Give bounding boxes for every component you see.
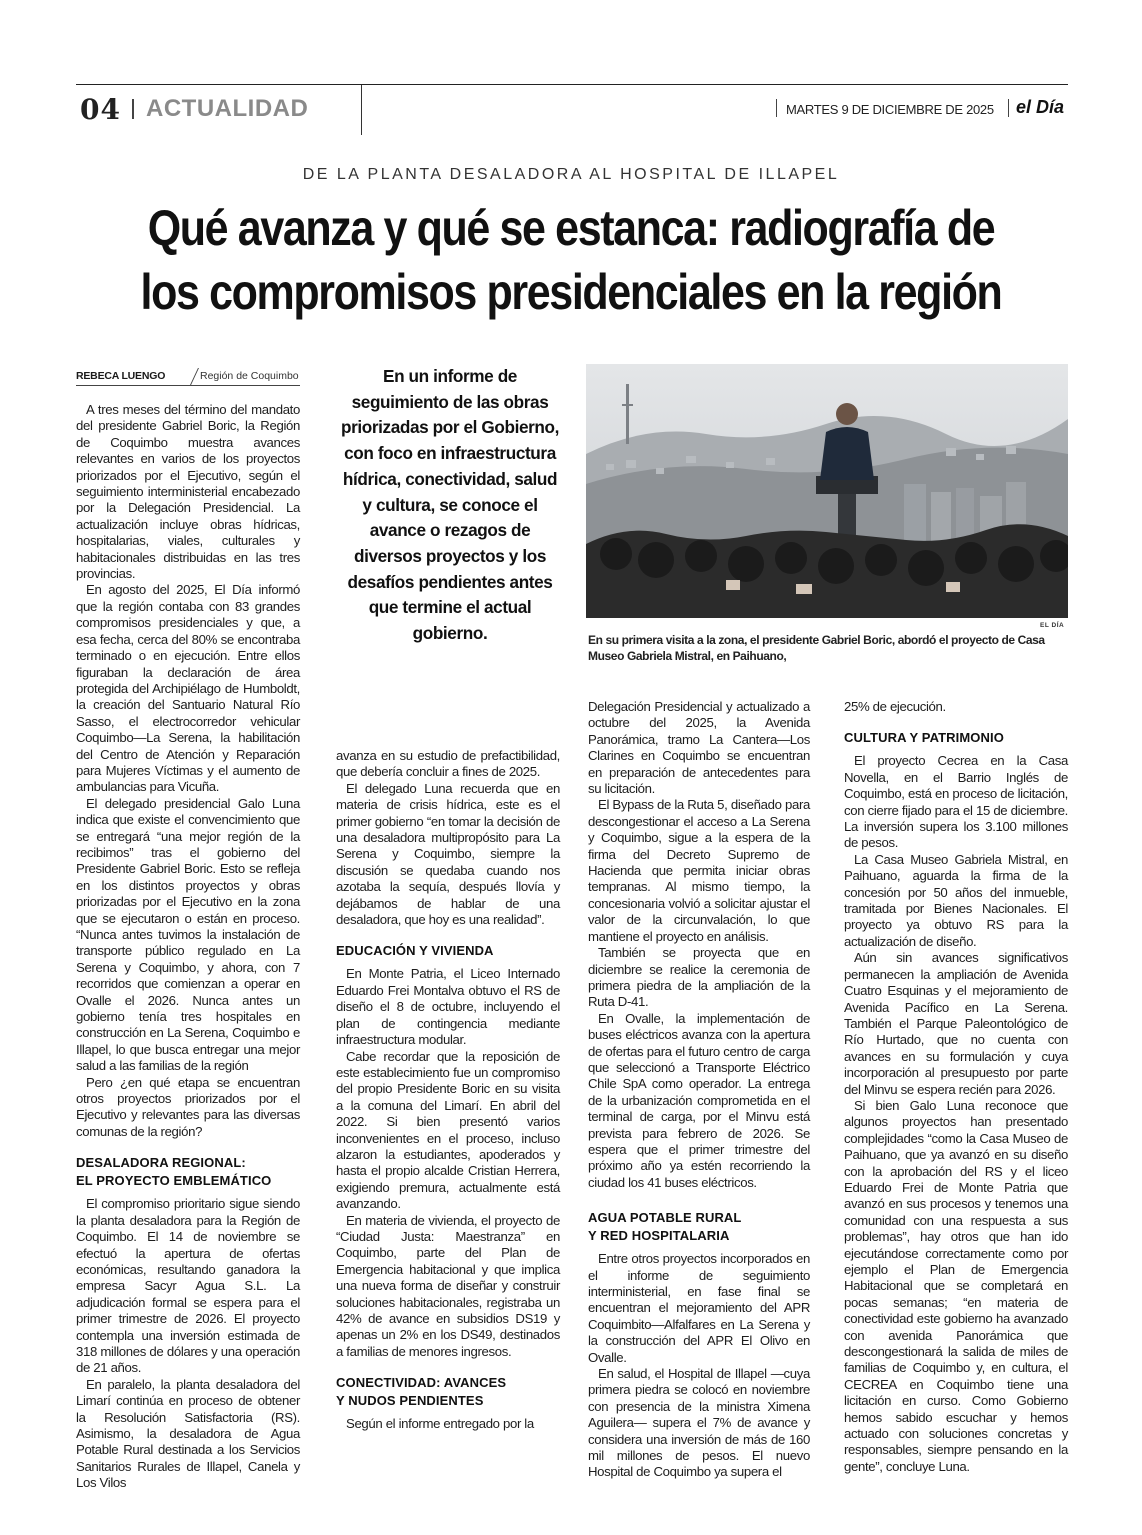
- paragraph: El delegado presidencial Galo Luna indica que existe el convencimiento que se entregará “una mejor región de la recibimos” tras el gobierno del Presidente Gabriel Boric. Esto se refleja en los distintos proyectos y obras priorizadas por el Ejecutivo en la zona que se ejecutaron o están en proceso. “Nunca antes tuvimos la instalación de transporte público regulado en La Serena y Coquimbo, y ahora, con 7 recorridos que comienzan a operar en Ovalle el 2026. Nunca antes un gobierno tenía tres hospitales en construcción en La Serena, Coquimbo e Illapel, lo que busca entregar una mejor salud a las familias de la región: [76, 795, 300, 1074]
- byline-slash: [190, 368, 199, 385]
- article-photo: [586, 364, 1068, 618]
- paragraph: Entre otros proyectos incorporados en el informe de seguimiento interministerial, en fase final se encuentran el mejoramiento del APR Coquimbito—Alfalfares en La Serena y la construcción del APR El Olivo en Ovalle.: [588, 1251, 810, 1365]
- article-kicker: DE LA PLANTA DESALADORA AL HOSPITAL DE ILLAPEL: [302, 166, 840, 183]
- paragraph: En Ovalle, la implementación de buses eléctricos avanza con la apertura de ofertas para el futuro centro de carga que seleccionó a Transporte Eléctrico Chile SpA como operador. La entrega de la urbanización comprometida en el terminal de carga, por el Minvu está prevista para febrero de 2026. Se espera que el primer trimestre del próximo año ya estén recorriendo la ciudad los 41 buses eléctricos.: [588, 1010, 810, 1190]
- section-name: ACTUALIDAD: [146, 95, 309, 122]
- subheading-line-1: DESALADORA REGIONAL:: [76, 1155, 246, 1171]
- column-2: [336, 748, 560, 1433]
- column-4: [844, 699, 1068, 1475]
- paragraph: En paralelo, la planta desaladora del Limarí continúa en proceso de obtener la Resolución Satisfactoria (RS). Asimismo, la desaladora de Agua Potable Rural destinada a los Servicios Sanitarios Rurales de Illapel, Canela y Los Vilos: [76, 1376, 300, 1491]
- paragraph: avanza en su estudio de prefactibilidad, que debería concluir a fines de 2025.: [336, 748, 560, 780]
- subheading: [588, 1209, 810, 1245]
- paragraph: La Casa Museo Gabriela Mistral, en Paihuano, aguarda la firma de la concesión por 50 años del inmueble, tramitada por Bienes Nacionales. El proyecto ya obtuvo RS para la actualización de diseño.: [844, 851, 1068, 949]
- date-separator: [776, 99, 777, 117]
- paragraph: Pero ¿en qué etapa se encuentran otros proyectos priorizados por el Ejecutivo y relevantes para las diversas comunas de la región?: [76, 1074, 300, 1139]
- pull-quote: En un informe de seguimiento de las obras priorizadas por el Gobierno, con foco en infraestructura hídrica, conectividad, salud y cultura, se conoce el avance o rezagos de diversos proyectos y los desafíos pendientes antes que termine el actual gobierno.: [340, 366, 559, 644]
- subheading: EDUCACIÓN Y VIVIENDA: [336, 943, 494, 959]
- header-separator: [132, 99, 134, 119]
- subheading-line-2: Y RED HOSPITALARIA: [588, 1228, 730, 1244]
- subheading-line-1: CONECTIVIDAD: AVANCES: [336, 1375, 507, 1391]
- paragraph: Según el informe entregado por la: [346, 1416, 534, 1432]
- paragraph: También se proyecta que en diciembre se realice la ceremonia de primera piedra de la ampliación de la Ruta D-41.: [588, 945, 810, 1010]
- paragraph: El proyecto Cecrea en la Casa Novella, en el Barrio Inglés de Coquimbo, está en proceso de licitación, con cierre fijado para el 15 de diciembre. La inversión supera los 3.100 millones de pesos.: [844, 753, 1068, 851]
- column-1: [76, 402, 300, 1492]
- logo-separator: [1008, 99, 1009, 117]
- paragraph: Si bien Galo Luna reconoce que algunos proyectos han presentado complejidades “como la Casa Museo de Paihuano, que ya avanzó en su diseño con la aprobación del RS y el liceo Eduardo Frei de Monte Patria que avanzó en sus procesos y tenemos una comunidad con una respuesta a sus problemas”, hay otros que han ido ejecutándose correctamente como por ejemplo el Plan de Emergencia Habitacional que se completará en pocas semanas; “en materia de conectividad este gobierno ha avanzado con avenida Panorámica que descongestionará la salida de miles de familias de Coquimbo y, en cultura, el CECREA en Coquimbo tiene una licitación en curso. Como Gobierno hemos sabido escuchar y hemos actuado con soluciones concretas y responsables, siempre pensando en la gente”, concluye Luna.: [844, 1097, 1068, 1474]
- paragraph: El compromiso prioritario sigue siendo la planta desaladora para la Región de Coquimbo. El 14 de noviembre se efectuó la apertura de ofertas económicas, resultando ganadora la empresa Sacyr Agua S.L. La adjudicación formal se espera para el primer trimestre de 2026. El proyecto contempla una inversión estimada de 318 millones de dólares y una operación de 21 años.: [76, 1196, 300, 1376]
- paragraph: Cabe recordar que la reposición de este establecimiento fue un compromiso del propio Presidente Boric en su visita a la comuna del Limarí. En abril del 2022. Si bien presentó varios inconvenientes en el proceso, incluso alzaron la estudiantes, apoderados y hasta el propio alcalde Cristian Herrera, exigiendo premura, actualmente está avanzando.: [336, 1048, 560, 1212]
- photo-credit: EL DÍA: [1040, 622, 1065, 629]
- issue-date: MARTES 9 DE DICIEMBRE DE 2025: [786, 102, 994, 117]
- paragraph: El Bypass de la Ruta 5, diseñado para descongestionar el acceso a La Serena y Coquimbo, sigue a la espera de la firma del Decreto Supremo de Hacienda que permita iniciar obras tempranas. Al mismo tiempo, la concesionaria volvió a solicitar ajustar el valor de la circunvalación, lo que mantiene el proyecto en análisis.: [588, 797, 810, 944]
- subheading: [76, 1154, 300, 1190]
- subheading: CULTURA Y PATRIMONIO: [844, 730, 1004, 746]
- headline-line-2: los compromisos presidenciales en la región: [140, 264, 1002, 320]
- byline: [76, 368, 300, 386]
- author-location: Región de Coquimbo: [200, 370, 299, 382]
- photo-caption: En su primera visita a la zona, el presidente Gabriel Boric, abordó el proyecto de Casa Museo Gabriela Mistral, en Paihuano,: [588, 633, 1045, 663]
- paragraph: En agosto del 2025, El Día informó que la región contaba con 83 grandes compromisos presidenciales y que, a esa fecha, cerca del 80% se encontraba terminado o en ejecución. Entre ellos figuraban la declaración de área protegida del Archipiélago de Humboldt, la creación del Santuario Natural Río Sasso, el electrocorredor vehicular Coquimbo—La Serena, la habilitación del Centro de Atención y Reparación para Mujeres Víctimas y el aumento de ambulancias para Vicuña.: [76, 582, 300, 795]
- newspaper-logo: el Día: [1016, 97, 1065, 117]
- header-divider: [361, 85, 362, 135]
- paragraph: A tres meses del término del mandato del presidente Gabriel Boric, la Región de Coquimbo muestra avances relevantes en varios de los proyectos priorizados por el Ejecutivo, según el seguimiento interministerial encabezado por la Delegación Presidencial. La actualización incluye obras hídricas, hospitalarias, viales, culturales y habitacionales distribuidas en las tres provincias.: [76, 402, 300, 582]
- subheading-line-2: EL PROYECTO EMBLEMÁTICO: [76, 1173, 272, 1189]
- paragraph: En Monte Patria, el Liceo Internado Eduardo Frei Montalva obtuvo el RS de diseño el 8 de octubre, incluyendo el plan de contingencia mediante infraestructura modular.: [336, 966, 560, 1048]
- paragraph: En materia de vivienda, el proyecto de “Ciudad Justa: Maestranza” en Coquimbo, parte del Plan de Emergencia habitacional y que implica una nueva forma de diseñar y construir soluciones habitacionales, registraba un 42% de avance en subsidios DS19 y apenas un 2% en los DS49, destinados a familias de menores ingresos.: [336, 1212, 560, 1359]
- paragraph: Aún sin avances significativos permanecen la ampliación de Avenida Cuatro Esquinas y el mejoramiento de Avenida Pacífico en La Serena. También el Parque Paleontológico de Río Hurtado, que no cuenta con avances en su formulación y cuya incorporación al presupuesto por parte del Minvu se espera recién para 2026.: [844, 950, 1068, 1097]
- headline-line-1: Qué avanza y qué se estanca: radiografía de: [147, 200, 995, 256]
- subheading: [336, 1374, 560, 1410]
- paragraph: Delegación Presidencial y actualizado a octubre del 2025, la Avenida Panorámica, tramo La Cantera—Los Clarines en Coquimbo se encuentran en preparación de antecedentes para su licitación.: [588, 699, 810, 797]
- page-number: 04: [80, 93, 121, 126]
- paragraph: 25% de ejecución.: [844, 699, 946, 714]
- paragraph: El delegado Luna recuerda que en materia de crisis hídrica, este es el primer gobierno “en tomar la decisión de una desaladora multipropósito para La Serena y Coquimbo, siempre la discusión se quedaba cuando nos azotaba la sequía, después llovía y dejábamos de hablar de una desaladora, que hoy es una realidad”.: [336, 780, 560, 928]
- photo-illustration: [586, 364, 1068, 618]
- author-name: REBECA LUENGO: [76, 370, 166, 382]
- subheading-line-1: AGUA POTABLE RURAL: [588, 1210, 742, 1226]
- article-headline: [132, 196, 1011, 324]
- page-header: [76, 84, 1068, 134]
- column-3: [588, 699, 810, 1481]
- paragraph: En salud, el Hospital de Illapel —cuya primera piedra se colocó en noviembre con presencia de la ministra Ximena Aguilera— supera el 7% de avance y considera una inversión de más de 160 mil millones de pesos. El nuevo Hospital de Coquimbo ya supera el: [588, 1366, 810, 1480]
- subheading-line-2: Y NUDOS PENDIENTES: [336, 1393, 484, 1409]
